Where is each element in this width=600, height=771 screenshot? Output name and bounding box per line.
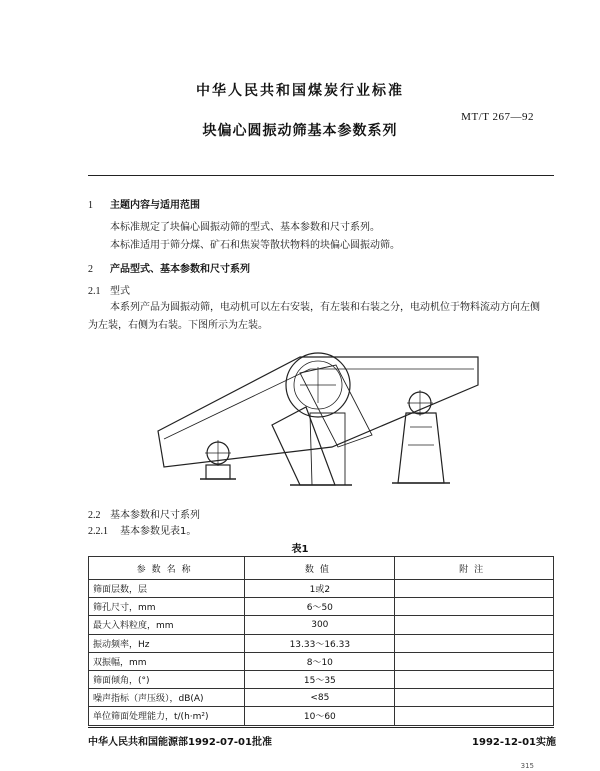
header-remarks: 附注 — [395, 557, 554, 580]
section-2-2-heading: 2.2 基本参数和尺寸系列 — [88, 510, 200, 521]
param-remark-cell — [395, 598, 554, 616]
section-number: 2.1 — [88, 286, 101, 297]
param-value-cell: 13.33～16.33 — [245, 634, 395, 652]
table-row — [89, 634, 554, 652]
left-spring-base — [206, 465, 230, 479]
section-1-para-1: 本标准规定了块偏心圆振动筛的型式、基本参数和尺寸系列。 — [110, 222, 380, 233]
section-number: 2.2 — [88, 510, 101, 521]
param-remark-cell — [395, 652, 554, 670]
table-header-row — [89, 557, 554, 580]
param-name-cell: 双振幅，mm — [89, 652, 245, 670]
table-row — [89, 598, 554, 616]
section-number: 2.2.1 — [88, 526, 108, 537]
header-rule — [88, 175, 554, 176]
param-value-cell: 10～60 — [245, 707, 395, 725]
section-2-1-para-line-2: 为左装，右侧为右装。下图所示为左装。 — [88, 320, 268, 331]
header-param-name: 参数名称 — [89, 557, 245, 580]
table-caption: 表1 — [291, 544, 309, 555]
param-remark-cell — [395, 689, 554, 707]
section-1-heading: 1 主题内容与适用范围 — [88, 200, 200, 211]
section-number: 1 — [88, 200, 93, 211]
table-row — [89, 580, 554, 598]
section-2-1-para-line-1: 本系列产品为圆振动筛，电动机可以左右安装，有左装和右装之分，电动机位于物料流动方向左侧 — [110, 302, 540, 313]
param-name-cell: 筛面层数，层 — [89, 580, 245, 598]
param-remark-cell — [395, 707, 554, 725]
param-name-cell: 振动频率，Hz — [89, 634, 245, 652]
param-name-cell: 筛面倾角，(°) — [89, 670, 245, 688]
table-row — [89, 689, 554, 707]
table-row — [89, 707, 554, 725]
section-number: 2 — [88, 264, 93, 275]
section-1-para-2: 本标准适用于筛分煤、矿石和焦炭等散状物料的块偏心圆振动筛。 — [110, 240, 400, 251]
param-value-cell: 8～10 — [245, 652, 395, 670]
param-remark-cell — [395, 670, 554, 688]
implementation-date: 1992-12-01实施 — [472, 737, 556, 748]
section-2-2-1-text: 2.2.1 基本参数见表1。 — [88, 526, 197, 537]
param-value-cell: <85 — [245, 689, 395, 707]
param-name-cell: 单位筛面处理能力，t/(h·m²) — [89, 707, 245, 725]
approval-line: 中华人民共和国能源部1992-07-01批准 — [88, 737, 272, 748]
page-number: 315 — [520, 762, 534, 770]
param-name-cell: 筛孔尺寸，mm — [89, 598, 245, 616]
section-2-heading: 2 产品型式、基本参数和尺寸系列 — [88, 264, 250, 275]
standard-code: MT/T 267—92 — [461, 111, 534, 123]
param-name-cell: 噪声指标（声压级），dB(A) — [89, 689, 245, 707]
basic-parameters-table — [88, 556, 554, 726]
param-name-cell: 最大入料粒度，mm — [89, 616, 245, 634]
right-support-stand — [398, 413, 444, 483]
param-remark-cell — [395, 580, 554, 598]
vibrating-screen-drawing — [140, 335, 480, 495]
param-remark-cell — [395, 634, 554, 652]
motor-support — [272, 407, 335, 485]
param-value-cell: 6～50 — [245, 598, 395, 616]
section-2-1-heading: 2.1 型式 — [88, 286, 130, 297]
table-row — [89, 670, 554, 688]
table-row — [89, 616, 554, 634]
footer-rule — [88, 727, 554, 728]
param-value-cell: 1或2 — [245, 580, 395, 598]
param-value-cell: 15～35 — [245, 670, 395, 688]
standard-body: 中华人民共和国煤炭行业标准 — [196, 83, 404, 99]
header-value: 数值 — [245, 557, 395, 580]
document-title: 块偏心圆振动筛基本参数系列 — [202, 123, 398, 139]
param-value-cell: 300 — [245, 616, 395, 634]
param-remark-cell — [395, 616, 554, 634]
table-row — [89, 652, 554, 670]
